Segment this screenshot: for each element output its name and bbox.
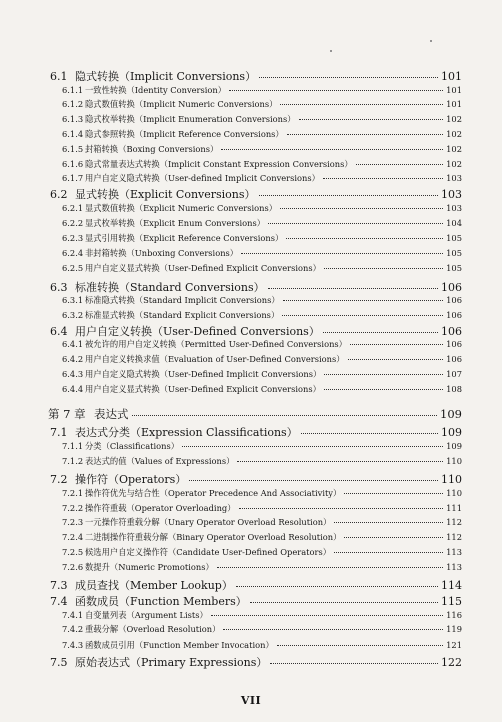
toc-subsection xyxy=(62,609,462,621)
toc-entry-number: 7.4.3 xyxy=(62,640,84,650)
toc-entry-number: 6.4.2 xyxy=(62,354,84,364)
toc-entry-page: 105 xyxy=(446,233,462,243)
toc-entry-page: 107 xyxy=(446,369,462,379)
dot-leader xyxy=(334,522,443,523)
toc-entry-title: 隐式转换（Implicit Conversions） xyxy=(75,70,257,83)
toc-entry-title: 数提升（Numeric Promotions） xyxy=(85,562,214,572)
toc-subsection xyxy=(62,639,462,651)
toc-entry-number: 6.2.1 xyxy=(62,203,84,213)
toc-subsection xyxy=(62,338,462,350)
toc-entry-page: 103 xyxy=(441,188,462,201)
toc-entry-title: 隐式枚举转换（Implicit Enumeration Conversions） xyxy=(85,114,296,124)
toc-entry-number: 6.2 xyxy=(50,188,68,201)
toc-subsection xyxy=(62,247,462,259)
dot-leader xyxy=(299,119,444,120)
toc-entry-number: 6.2.3 xyxy=(62,233,84,243)
toc-entry-number: 7.5 xyxy=(50,656,68,669)
dot-leader xyxy=(259,195,438,196)
toc-subsection xyxy=(62,202,462,214)
toc-entry-number: 6.1.5 xyxy=(62,144,84,154)
dot-leader xyxy=(301,433,438,434)
toc-entry-number: 7.2.6 xyxy=(62,562,84,572)
toc-subsection xyxy=(62,98,462,110)
toc-entry-number: 6.3 xyxy=(50,281,68,294)
toc-subsection xyxy=(62,143,462,155)
toc-entry-title: 显式数值转换（Explicit Numeric Conversions） xyxy=(85,203,278,213)
toc-entry-page: 111 xyxy=(446,503,462,513)
dot-leader xyxy=(334,552,443,553)
toc-entry-page: 110 xyxy=(441,473,462,486)
dot-leader xyxy=(283,300,444,301)
toc-entry-title: 用户自定义隐式转换（User-defined Implicit Conversions） xyxy=(85,173,320,183)
dot-leader xyxy=(250,602,438,603)
toc-entry-page: 103 xyxy=(446,173,462,183)
toc-entry-title: 用户自定义隐式转换（User-Defined Implicit Conversions） xyxy=(85,369,322,379)
dot-leader xyxy=(211,615,443,616)
toc-section xyxy=(50,68,462,84)
toc-entry-title: 标准转换（Standard Conversions） xyxy=(75,281,265,294)
toc-entry-page: 108 xyxy=(446,384,462,394)
toc-entry-page: 102 xyxy=(446,114,462,124)
toc-entry-page: 102 xyxy=(446,129,462,139)
toc-entry-page: 119 xyxy=(446,624,462,634)
toc-entry-title: 候选用户自定义操作符（Candidate User-Defined Operators） xyxy=(85,547,332,557)
dot-leader xyxy=(223,629,443,630)
toc-entry-number: 7.1 xyxy=(50,426,68,439)
toc-entry-page: 106 xyxy=(446,310,462,320)
toc-entry-number: 7.2 xyxy=(50,473,68,486)
toc-entry-title: 操作符（Operators） xyxy=(75,473,187,486)
toc-entry-title: 一致性转换（Identity Conversion） xyxy=(85,85,227,95)
toc-entry-page: 109 xyxy=(440,407,462,421)
dot-leader xyxy=(189,480,438,481)
toc-entry-title: 表达式 xyxy=(94,407,129,421)
toc-entry-page: 105 xyxy=(446,248,462,258)
toc-entry-title: 用户自定义转换（User-Defined Conversions） xyxy=(75,325,320,338)
toc-subsection xyxy=(62,172,462,184)
toc-entry-page: 106 xyxy=(441,325,462,338)
toc-subsection xyxy=(62,440,462,452)
dot-leader xyxy=(350,344,443,345)
toc-entry-page: 104 xyxy=(446,218,462,228)
toc-entry-page: 109 xyxy=(446,441,462,451)
toc-subsection xyxy=(62,455,462,467)
toc-subsection xyxy=(62,516,462,528)
toc-subsection xyxy=(62,128,462,140)
toc-subsection xyxy=(62,561,462,573)
toc-entry-title: 自变量列表（Argument Lists） xyxy=(85,610,208,620)
toc-subsection xyxy=(62,502,462,514)
toc-entry-title: 表达式的值（Values of Expressions） xyxy=(85,456,235,466)
toc-entry-number: 7.2.5 xyxy=(62,547,84,557)
toc-entry-number: 7.2.3 xyxy=(62,517,84,527)
scan-speck xyxy=(430,40,432,42)
toc-entry-page: 122 xyxy=(441,656,462,669)
toc-entry-page: 106 xyxy=(446,354,462,364)
toc-entry-title: 重载分解（Overload Resolution） xyxy=(85,624,221,634)
toc-section xyxy=(50,279,462,295)
toc-entry-title: 用户自定义显式转换（User-Defined Explicit Conversions） xyxy=(85,384,321,394)
toc-entry-title: 分类（Classifications） xyxy=(85,441,180,451)
toc-entry-page: 110 xyxy=(446,488,462,498)
toc-entry-page: 112 xyxy=(446,517,462,527)
dot-leader xyxy=(277,645,443,646)
dot-leader xyxy=(270,663,438,664)
dot-leader xyxy=(323,332,438,333)
toc-entry-title: 用户自定义转换求值（Evaluation of User-Defined Conversions） xyxy=(85,354,345,364)
toc-section xyxy=(50,577,462,593)
toc-entry-title: 被允许的用户自定义转换（Permitted User-Defined Conversions） xyxy=(85,339,347,349)
toc-entry-title: 操作符优先与结合性（Operator Precedence And Associativity） xyxy=(85,488,342,498)
dot-leader xyxy=(324,374,443,375)
dot-leader xyxy=(182,446,443,447)
toc-subsection xyxy=(62,113,462,125)
toc-entry-number: 6.1 xyxy=(50,70,68,83)
toc-entry-number: 7.2.1 xyxy=(62,488,84,498)
toc-entry-title: 显式枚举转换（Explicit Enum Conversions） xyxy=(85,218,266,228)
toc-entry-page: 105 xyxy=(446,263,462,273)
dot-leader xyxy=(286,238,443,239)
dot-leader xyxy=(259,77,438,78)
dot-leader xyxy=(282,315,443,316)
toc-subsection xyxy=(62,262,462,274)
toc-entry-title: 显式引用转换（Explicit Reference Conversions） xyxy=(85,233,284,243)
toc-entry-page: 103 xyxy=(446,203,462,213)
toc-section xyxy=(50,471,462,487)
dot-leader xyxy=(268,288,438,289)
toc-chapter xyxy=(48,406,462,422)
toc-entry-number: 7.4 xyxy=(50,595,68,608)
dot-leader xyxy=(348,359,444,360)
toc-entry-number: 6.4.3 xyxy=(62,369,84,379)
dot-leader xyxy=(324,389,443,390)
toc-entry-title: 用户自定义显式转换（User-Defined Explicit Conversions） xyxy=(85,263,321,273)
toc-entry-title: 标准隐式转换（Standard Implicit Conversions） xyxy=(85,295,280,305)
toc-entry-number: 6.2.5 xyxy=(62,263,84,273)
toc-subsection xyxy=(62,368,462,380)
toc-entry-number: 第 7 章 xyxy=(48,407,86,421)
toc-entry-number: 6.1.2 xyxy=(62,99,84,109)
dot-leader xyxy=(268,223,443,224)
toc-subsection xyxy=(62,383,462,395)
dot-leader xyxy=(287,134,443,135)
dot-leader xyxy=(344,537,443,538)
toc-entry-number: 7.4.1 xyxy=(62,610,84,620)
toc-entry-number: 6.1.1 xyxy=(62,85,84,95)
dot-leader xyxy=(241,253,443,254)
toc-section xyxy=(50,323,462,339)
toc-section xyxy=(50,593,462,609)
dot-leader xyxy=(324,268,443,269)
toc-section xyxy=(50,654,462,670)
toc-entry-page: 101 xyxy=(446,99,462,109)
toc-entry-title: 封箱转换（Boxing Conversions） xyxy=(85,144,219,154)
toc-entry-page: 106 xyxy=(446,295,462,305)
dot-leader xyxy=(236,586,438,587)
toc-entry-number: 6.4.4 xyxy=(62,384,84,394)
toc-entry-title: 隐式数值转换（Implicit Numeric Conversions） xyxy=(85,99,278,109)
toc-subsection xyxy=(62,217,462,229)
toc-entry-page: 102 xyxy=(446,159,462,169)
toc-entry-page: 113 xyxy=(446,547,462,557)
toc-entry-title: 非封箱转换（Unboxing Conversions） xyxy=(85,248,239,258)
toc-entry-number: 6.4.1 xyxy=(62,339,84,349)
dot-leader xyxy=(280,208,443,209)
toc-entry-title: 表达式分类（Expression Classifications） xyxy=(75,426,298,439)
toc-entry-number: 7.1.1 xyxy=(62,441,84,451)
toc-entry-title: 一元操作符重载分解（Unary Operator Overload Resolution） xyxy=(85,517,332,527)
toc-entry-title: 隐式参照转换（Implicit Reference Conversions） xyxy=(85,129,284,139)
toc-entry-number: 7.2.2 xyxy=(62,503,84,513)
toc-entry-page: 101 xyxy=(446,85,462,95)
toc-entry-title: 成员查找（Member Lookup） xyxy=(75,579,233,592)
toc-subsection xyxy=(62,546,462,558)
toc-entry-page: 102 xyxy=(446,144,462,154)
toc-entry-page: 101 xyxy=(441,70,462,83)
toc-entry-number: 7.4.2 xyxy=(62,624,84,634)
dot-leader xyxy=(132,415,438,416)
toc-entry-number: 6.2.2 xyxy=(62,218,84,228)
toc-entry-number: 6.1.4 xyxy=(62,129,84,139)
toc-subsection xyxy=(62,309,462,321)
toc-entry-page: 106 xyxy=(441,281,462,294)
toc-section xyxy=(50,186,462,202)
toc-subsection xyxy=(62,487,462,499)
toc-entry-page: 113 xyxy=(446,562,462,572)
toc-subsection xyxy=(62,353,462,365)
toc-entry-title: 原始表达式（Primary Expressions） xyxy=(75,656,268,669)
toc-entry-number: 6.1.6 xyxy=(62,159,84,169)
toc-entry-page: 110 xyxy=(446,456,462,466)
toc-entry-number: 6.3.2 xyxy=(62,310,84,320)
toc-entry-title: 函数成员引用（Function Member Invocation） xyxy=(85,640,274,650)
toc-subsection xyxy=(62,158,462,170)
toc-entry-page: 106 xyxy=(446,339,462,349)
toc-entry-page: 116 xyxy=(446,610,462,620)
toc-entry-number: 6.1.3 xyxy=(62,114,84,124)
toc-entry-page: 115 xyxy=(441,595,462,608)
dot-leader xyxy=(237,461,443,462)
dot-leader xyxy=(221,149,443,150)
toc-entry-title: 隐式常量表达式转换（Implicit Constant Expression Conversions） xyxy=(85,159,353,169)
toc-subsection xyxy=(62,232,462,244)
toc-entry-page: 121 xyxy=(446,640,462,650)
dot-leader xyxy=(356,164,443,165)
toc-entry-title: 标准显式转换（Standard Explicit Conversions） xyxy=(85,310,280,320)
toc-subsection xyxy=(62,84,462,96)
toc-entry-number: 7.3 xyxy=(50,579,68,592)
toc-entry-number: 6.4 xyxy=(50,325,68,338)
page-number: VII xyxy=(240,694,262,707)
toc-entry-title: 显式转换（Explicit Conversions） xyxy=(75,188,256,201)
toc-entry-page: 112 xyxy=(446,532,462,542)
toc-entry-number: 6.2.4 xyxy=(62,248,84,258)
toc-subsection xyxy=(62,623,462,635)
toc-section xyxy=(50,424,462,440)
toc-entry-number: 6.3.1 xyxy=(62,295,84,305)
dot-leader xyxy=(229,90,443,91)
toc-entry-number: 6.1.7 xyxy=(62,173,84,183)
toc-entry-title: 操作符重载（Operator Overloading） xyxy=(85,503,236,513)
dot-leader xyxy=(217,567,443,568)
toc-subsection xyxy=(62,294,462,306)
toc-entry-page: 114 xyxy=(441,579,462,592)
dot-leader xyxy=(280,104,443,105)
toc-entry-number: 7.2.4 xyxy=(62,532,84,542)
toc-entry-title: 二进制操作符重载分解（Binary Operator Overload Resolution） xyxy=(85,532,342,542)
toc-entry-title: 函数成员（Function Members） xyxy=(75,595,247,608)
dot-leader xyxy=(323,178,443,179)
toc-entry-page: 109 xyxy=(441,426,462,439)
dot-leader xyxy=(344,493,443,494)
toc-entry-number: 7.1.2 xyxy=(62,456,84,466)
scan-speck xyxy=(330,50,332,52)
toc-subsection xyxy=(62,531,462,543)
dot-leader xyxy=(239,508,444,509)
